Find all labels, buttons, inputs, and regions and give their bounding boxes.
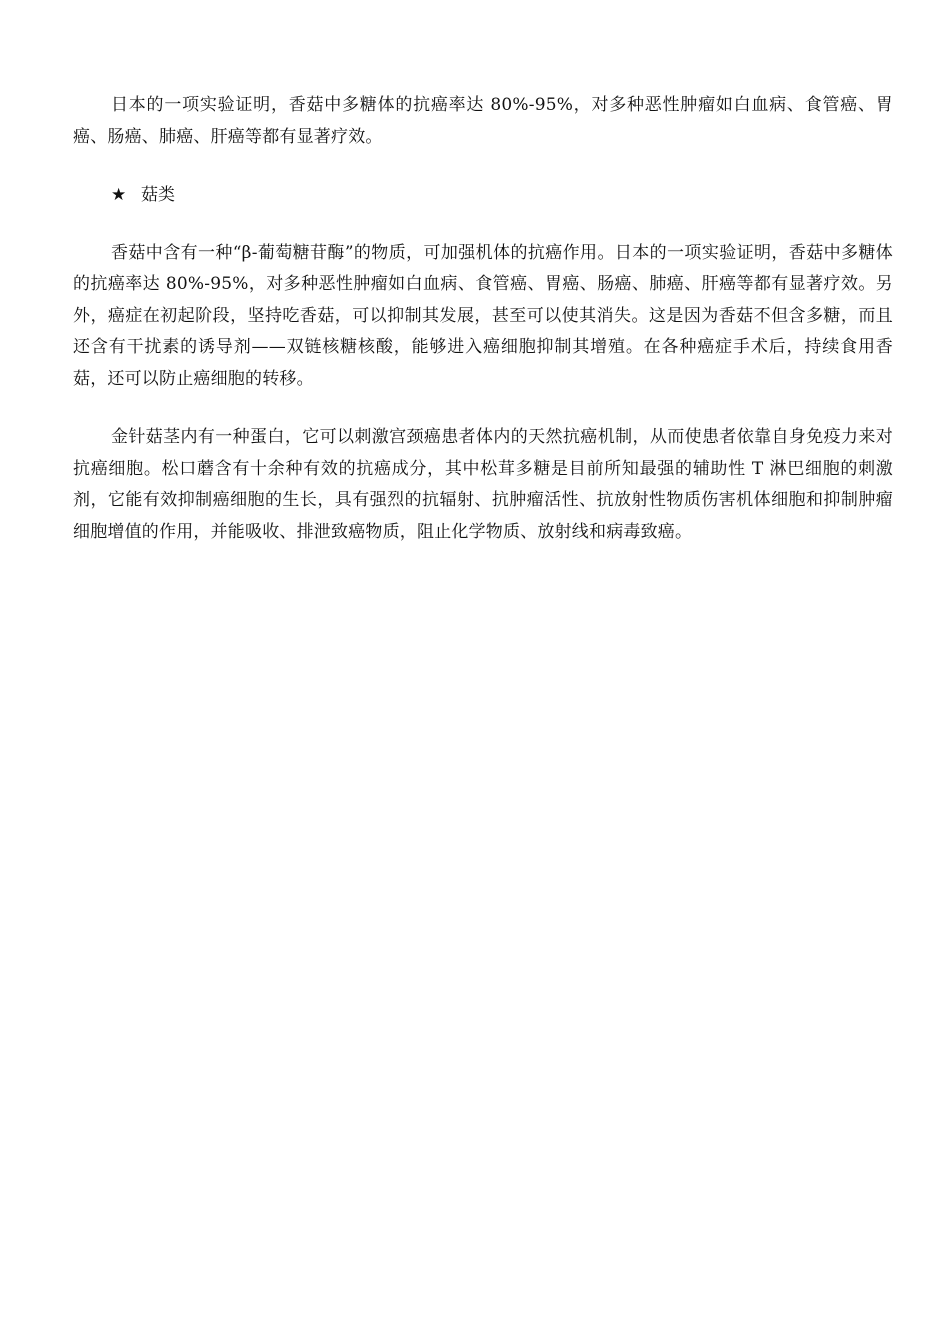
document-body	[73, 90, 893, 548]
paragraph-enoki-matsutake: 金针菇茎内有一种蛋白，它可以刺激宫颈癌患者体内的天然抗癌机制，从而使患者依靠自身免疫力来对抗癌细胞。松口蘑含有十余种有效的抗癌成分，其中松茸多糖是目前所知最强的辅助性 T 淋巴细胞的刺激剂，它能有效抑制癌细胞的生长，具有强烈的抗辐射、抗肿瘤活性、抗放射性物质伤害机体细胞和抑制肿瘤细胞增值的作用，并能吸收、排泄致癌物质，阻止化学物质、放射线和病毒致癌。	[73, 427, 893, 542]
section-heading-mushrooms	[73, 180, 893, 212]
paragraph-shiitake-details: 香菇中含有一种“β-葡萄糖苷酶”的物质，可加强机体的抗癌作用。日本的一项实验证明，香菇中多糖体的抗癌率达 80%-95%，对多种恶性肿瘤如白血病、食管癌、胃癌、肠癌、肺癌、肝癌等都有显著疗效。另外，癌症在初起阶段，坚持吃香菇，可以抑制其发展，甚至可以使其消失。这是因为香菇不但含多糖，而且还含有干扰素的诱导剂——双链核糖核酸，能够进入癌细胞抑制其增殖。在各种癌症手术后，持续食用香菇，还可以防止癌细胞的转移。	[73, 242, 893, 389]
paragraph-shiitake-intro: 日本的一项实验证明，香菇中多糖体的抗癌率达 80%-95%，对多种恶性肿瘤如白血病、食管癌、胃癌、肠癌、肺癌、肝癌等都有显著疗效。	[73, 95, 893, 147]
section-heading-label: 菇类	[141, 185, 175, 205]
star-icon: ★	[111, 185, 127, 205]
